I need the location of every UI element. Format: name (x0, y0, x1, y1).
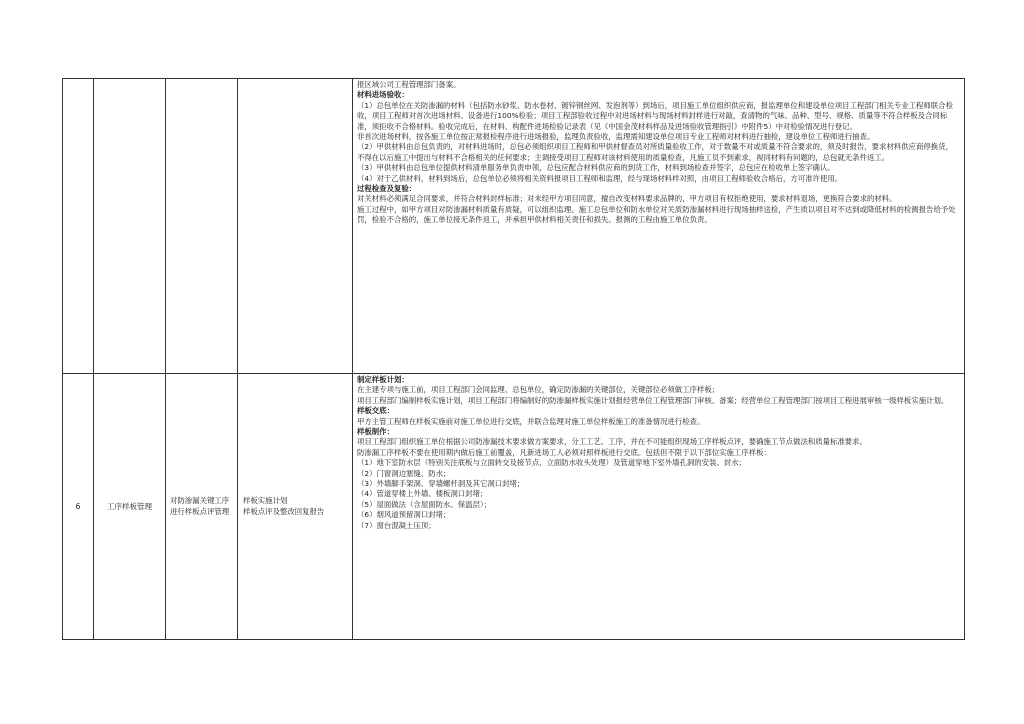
row-index: 6 (75, 502, 81, 511)
content-cell (353, 79, 965, 374)
goal-cell (166, 79, 238, 374)
paragraph: 防渗漏工序样板不要在使用期内做后施工前覆盖，凡新进场工人必须对照样板进行交底。包括但不限于以下部位实施工序样板： (357, 447, 771, 457)
section-heading: 样板交底： (357, 406, 394, 416)
item-name: 工序样板管理 (107, 502, 152, 511)
content-text (357, 80, 960, 226)
paragraph: （6）烟风道预留洞口封堵； (357, 510, 451, 520)
output-cell (238, 374, 353, 640)
name-cell (94, 79, 166, 374)
paragraph: 在主建专项与施工前，项目工程部门会同监理、总包单位，确定防渗漏的关键部位，关键部位必须做工序样板； (357, 385, 720, 395)
paragraph: 甲方主管工程师在样板实施前对施工单位进行交底，并联合监理对施工单位样板施工的准备情况进行检查。 (357, 416, 705, 426)
goal-cell (166, 374, 238, 640)
paragraph: （4）对于乙供材料，材料到场后，总包单位必须将相关资料报项目工程师和监理，经与现场材料样对照，由项目工程师验收合格后，方可准许使用。 (357, 173, 843, 183)
output-line-1: 样板实施计划 (243, 496, 288, 505)
paragraph: （3）外墙脚手架洞、穿墙螺杆洞及其它洞口封堵； (357, 479, 525, 489)
output-cell (238, 79, 353, 374)
paragraph: 项目工程部门组织施工单位根据公司防渗漏技术要求做方案要求，分工工艺、工序，并在不可能组织现场工序样板点评，要确施工节点做法和质量标准要求。 (357, 437, 867, 447)
output-line-2: 样板点评及整改回复报告 (243, 506, 325, 516)
section-heading: 制定样板计划： (357, 375, 409, 384)
paragraph: 施工过程中，如甲方项目对防渗漏材料质量有质疑，可以组织监理、施工总包单位和防水单位对关质防渗漏材料进行现场抽样送检，产生质以项目对不达到或降低材料的检测报告给予处罚，检验不合格的，施工单位接无条件返工，并承担甲供材料相关责任和损失。报测的工程由施工单位负责。 (357, 204, 956, 225)
paragraph: （1）地下室防水层（特别关注底板与立面转交及接节点、立面防水收头处理）及管道穿地下室外墙孔洞的安装、封水； (357, 458, 747, 468)
table-row (63, 79, 965, 374)
paragraph: （1）总包单位在关防渗漏的材料（包括防水砂浆、防水卷材、镀锌钢丝网、发泡剂等）到场后，项目施工单位组织供应商，报监理单位和建设单位项目工程部门相关专业工程师联合检收，项目工程师对首次进场材料、设备进行100%检验；项目工程部验收过程中对进场材料与现场材料封样进行对敲，查清物的气味、品种、型号、规格、质量等不符合样板及合同标准，须拒收不合格材料。验收完成后，在材料、构配件进场检验记录表（见《中国金茂材料样品及进场验收管理指引》中附件5）中对检验情况进行登记。 (357, 100, 953, 131)
section-heading: 材料进场验收： (357, 90, 409, 100)
paragraph: 对关材料必须满足合同要求，并符合材料封样标准；对未经甲方项目同意，擅自改变材料要求品牌的，甲方项目有权拒绝使用，要求材料退场，更换符合要求的材料。 (357, 194, 897, 204)
paragraph: （2）门窗洞边塞缝、防水； (357, 468, 451, 478)
paragraph: （3）甲供材料由总包单位提供材料清单服务单负责申领，总包应配合材料供应商的到货工作，材料到场检查并签字，总包应在检收单上签字确认。 (357, 163, 835, 173)
name-cell (94, 374, 166, 640)
content-cell (353, 374, 965, 640)
index-cell (63, 79, 94, 374)
index-cell (63, 374, 94, 640)
content-text (357, 375, 960, 531)
section-heading: 过程检查及复验： (357, 184, 417, 194)
section-heading: 样板制作： (357, 427, 394, 437)
item-goal: 对防渗漏关键工序进行样板点评管理 (170, 496, 230, 516)
process-table (62, 78, 965, 640)
paragraph: 非首次进场材料，按各施工单位按正常报检程序进行进场报验，监理负责验收，监理需知建设单位项目专业工程师对材料进行抽检，建设单位工程师进行抽查。 (357, 132, 875, 142)
paragraph: （4）管道穿楼上外墙、楼板洞口封堵； (357, 489, 488, 499)
paragraph: 报区域公司工程管理部门备案。 (357, 80, 461, 89)
paragraph: （7）窗台混凝土压顶； (357, 520, 436, 530)
paragraph: （5）屋面做法（含屋面防水、保温层）； (357, 499, 492, 509)
paragraph: （2）甲供材料由总包负责的，对材料进场时，总包必须组织项目工程师和甲供材督查员对所质量验收工作，对于数量不对或质量不符合要求的，须及时报告，要求材料供应商停换货，不得在以后施工中提出与材料不合格相关的任何要求；主调接受项目工程师对该材料使用的质量检查，凡施工员不到素求，视同材料有问题的，总包就无条件返工。 (357, 142, 953, 162)
table-row (63, 374, 965, 640)
paragraph: 项目工程部门编制样板实施计划，项目工程部门将编制好的防渗漏样板实施计划报经营单位工程管理部门审核、备案；经营单位工程管理部门按项目工程进展审核一级样板实施计划。 (357, 395, 949, 405)
